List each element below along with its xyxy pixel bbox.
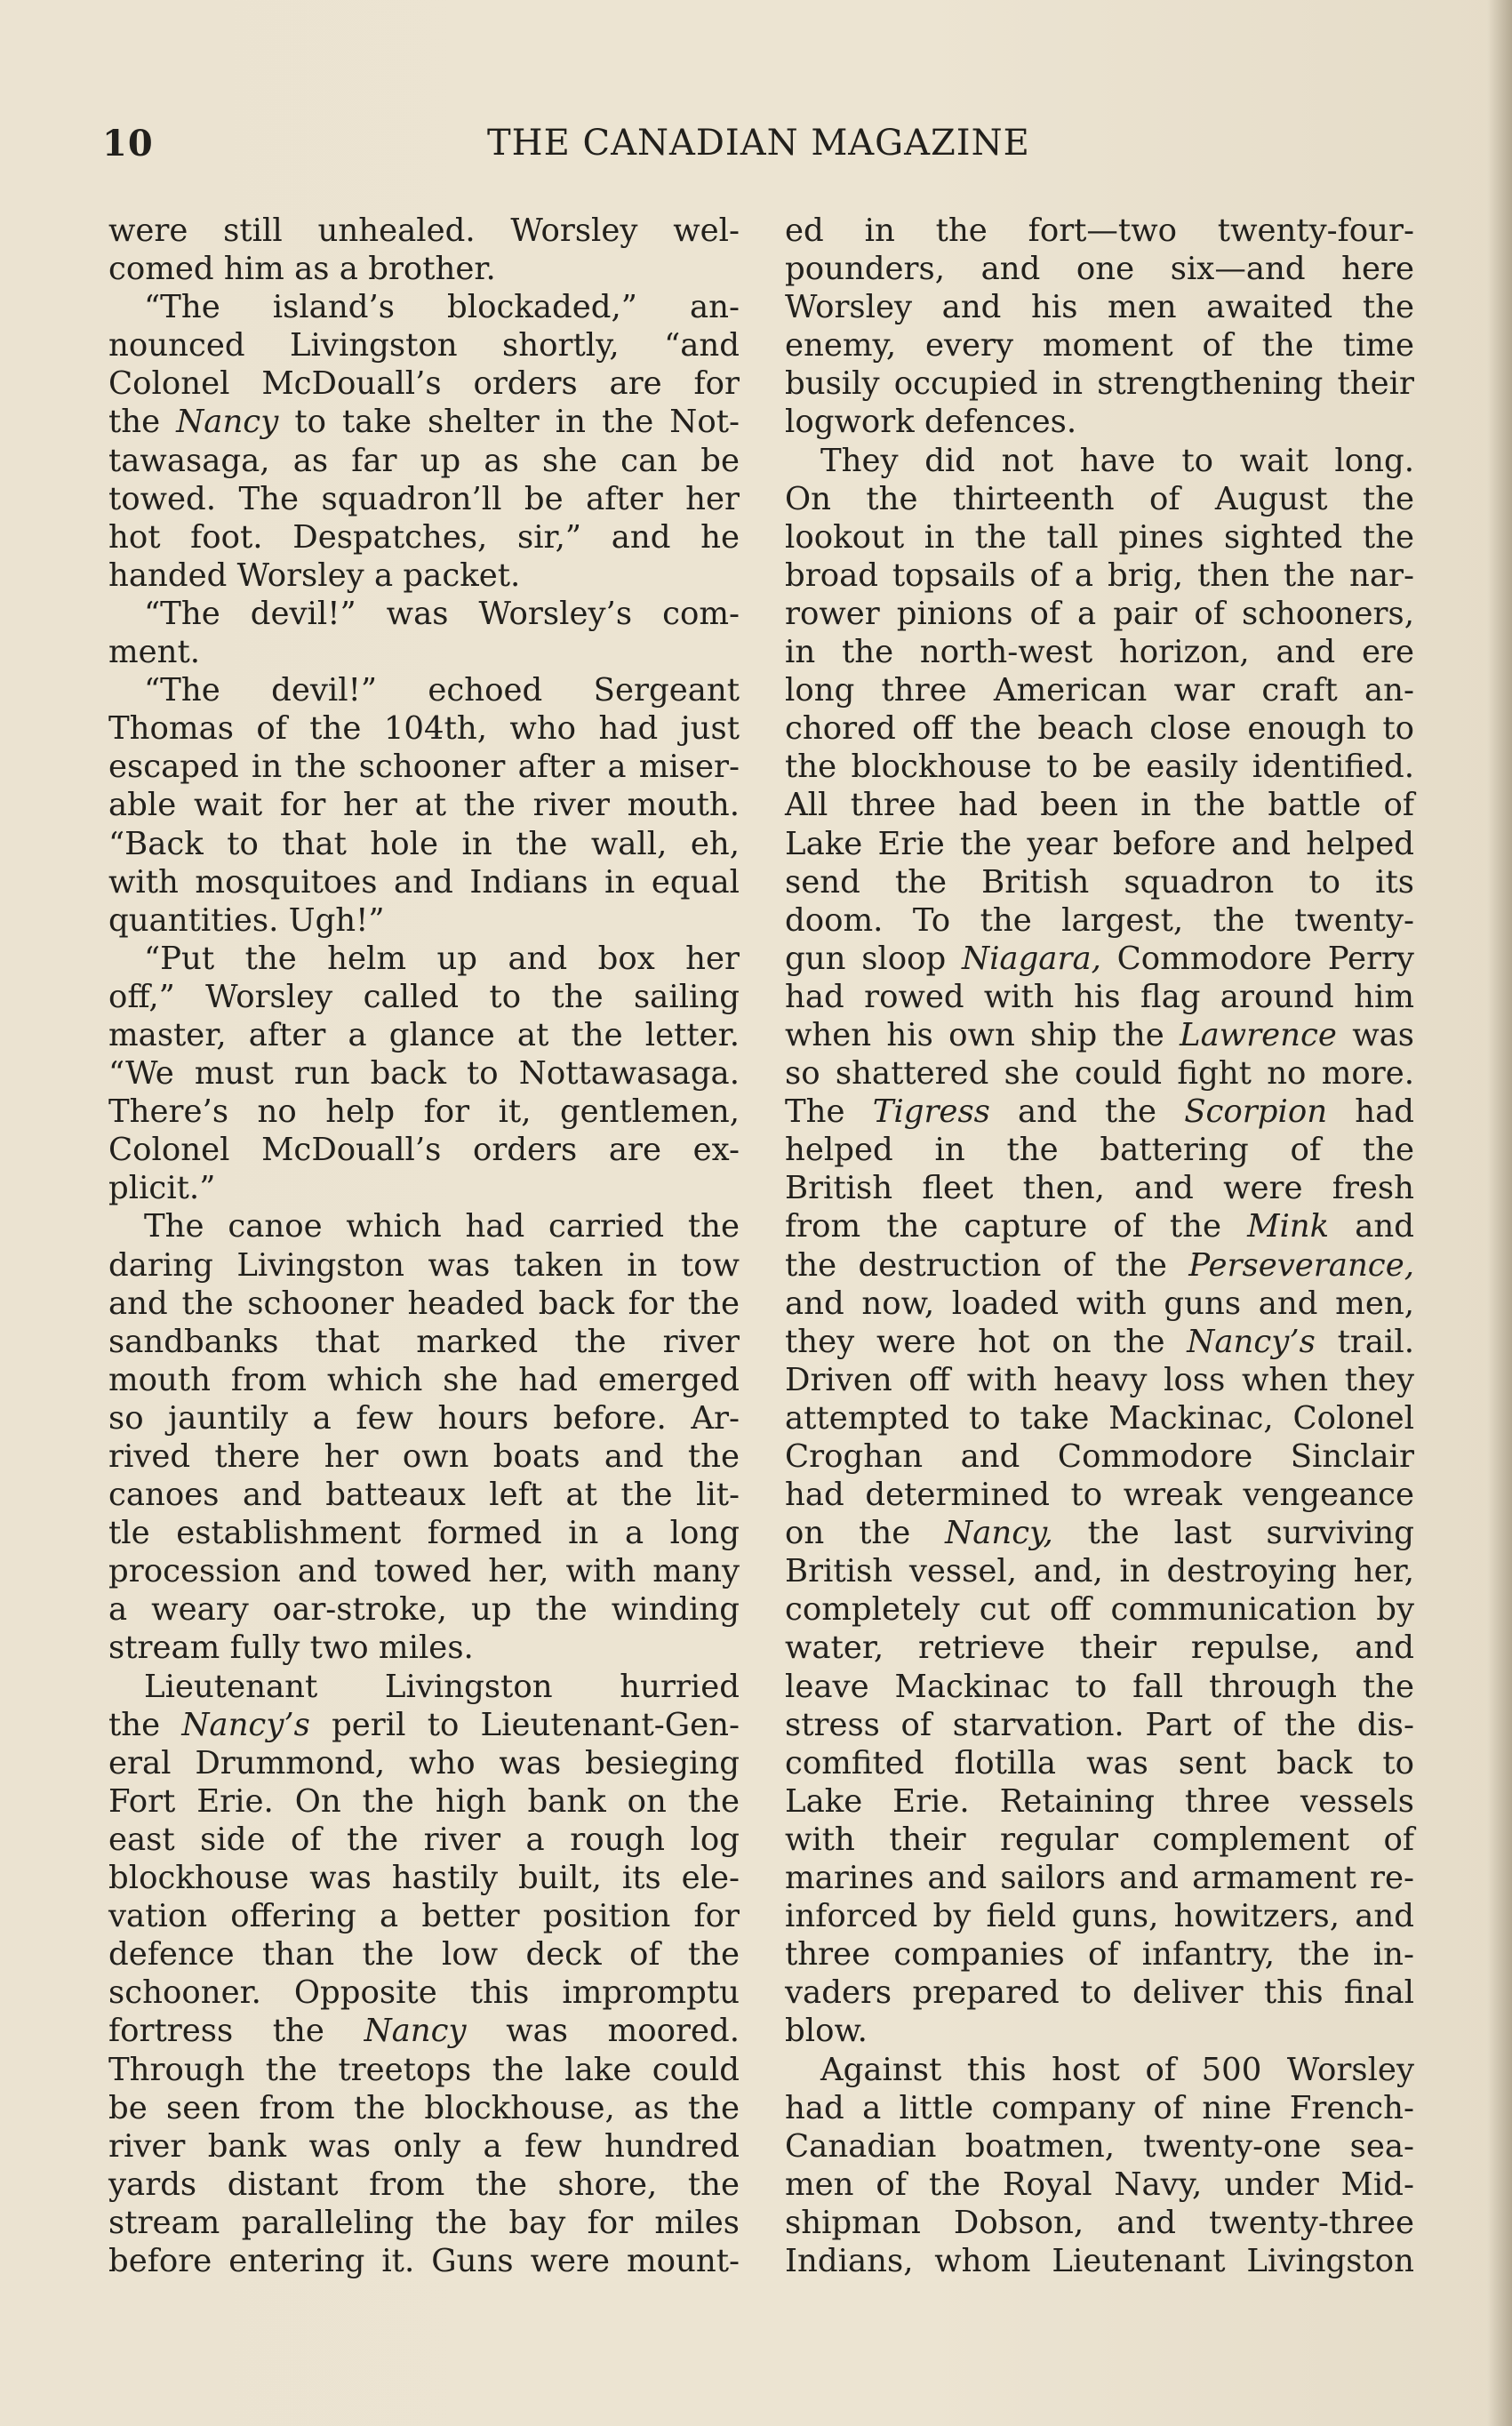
text-line: There’s no help for it, gentlemen, — [108, 1093, 740, 1131]
text-line: broad topsails of a brig, then the nar- — [785, 556, 1414, 594]
text-line: the Nancy’s peril to Lieutenant-Gen- — [108, 1706, 740, 1743]
text-line: leave Mackinac to fall through the — [785, 1668, 1414, 1705]
text-line: The canoe which had carried the — [144, 1208, 740, 1245]
text-line: and now, loaded with guns and men, — [785, 1285, 1414, 1322]
text-line: logwork defences. — [785, 404, 1077, 441]
text-line: stream fully two miles. — [108, 1629, 474, 1667]
text-line: they were hot on the Nancy’s trail. — [785, 1323, 1414, 1360]
text-line: Fort Erie. On the high bank on the — [108, 1782, 740, 1820]
text-line: the Nancy to take shelter in the Not- — [108, 404, 740, 441]
text-line: fortress the Nancy was moored. — [108, 2013, 740, 2050]
text-line: long three American war craft an- — [785, 672, 1414, 709]
text-line: able wait for her at the river mouth. — [108, 787, 740, 824]
text-line: had determined to wreak vengeance — [785, 1477, 1414, 1514]
text-line: with mosquitoes and Indians in equal — [108, 863, 740, 901]
text-line: Colonel McDouall’s orders are ex- — [108, 1132, 740, 1169]
text-line: towed. The squadron’ll be after her — [108, 480, 740, 517]
text-line: plicit.” — [108, 1170, 216, 1207]
text-line: the blockhouse to be easily identified. — [785, 749, 1414, 786]
text-line: off,” Worsley called to the sailing — [108, 978, 740, 1015]
text-line: stress of starvation. Part of the dis- — [785, 1706, 1414, 1743]
text-line: chored off the beach close enough to — [785, 710, 1414, 748]
text-line: tle establishment formed in a long — [108, 1515, 740, 1552]
text-line: escaped in the schooner after a miser- — [108, 749, 740, 786]
text-line: Indians, whom Lieutenant Livingston — [785, 2242, 1414, 2279]
text-line: stream paralleling the bay for miles — [108, 2204, 740, 2241]
text-line: with their regular complement of — [785, 1821, 1414, 1858]
text-line: marines and sailors and armament re- — [785, 1860, 1414, 1897]
text-line: water, retrieve their repulse, and — [785, 1629, 1414, 1667]
text-line: Colonel McDouall’s orders are for — [108, 365, 740, 403]
text-column-right — [785, 212, 1414, 2280]
text-line: so jauntily a few hours before. Ar- — [108, 1399, 740, 1437]
text-line: men of the Royal Navy, under Mid- — [785, 2166, 1414, 2203]
text-line: “Back to that hole in the wall, eh, — [108, 825, 740, 862]
text-line: hot foot. Despatches, sir,” and he — [108, 518, 740, 556]
text-line: when his own ship the Lawrence was — [785, 1016, 1414, 1053]
text-line: before entering it. Guns were mount- — [108, 2242, 740, 2279]
text-line: a weary oar-stroke, up the winding — [108, 1591, 740, 1629]
text-line: Through the treetops the lake could — [108, 2051, 740, 2088]
text-line: vation offering a better position for — [108, 1898, 740, 1935]
text-line: ed in the fort—two twenty-four- — [785, 212, 1414, 249]
text-line: “We must run back to Nottawasaga. — [108, 1055, 740, 1093]
text-line: yards distant from the shore, the — [108, 2166, 740, 2203]
text-line: three companies of infantry, the in- — [785, 1936, 1414, 1974]
text-line: The Tigress and the Scorpion had — [785, 1093, 1414, 1131]
text-line: handed Worsley a packet. — [108, 556, 521, 594]
text-line: river bank was only a few hundred — [108, 2127, 740, 2165]
text-line: Driven off with heavy loss when they — [785, 1361, 1414, 1398]
text-line: comed him as a brother. — [108, 251, 496, 288]
text-line: were still unhealed. Worsley wel- — [108, 212, 740, 249]
text-line: comfited flotilla was sent back to — [785, 1744, 1414, 1781]
text-line: from the capture of the Mink and — [785, 1208, 1414, 1245]
text-line: Worsley and his men awaited the — [785, 289, 1414, 326]
text-line: mouth from which she had emerged — [108, 1361, 740, 1398]
text-line: the destruction of the Perseverance, — [785, 1246, 1414, 1284]
text-line: gun sloop Niagara, Commodore Perry — [785, 940, 1414, 977]
page-edge-shadow — [1487, 0, 1512, 2426]
text-line: blockhouse was hastily built, its ele- — [108, 1860, 740, 1897]
text-line: Canadian boatmen, twenty-one sea- — [785, 2127, 1414, 2165]
text-line: British vessel, and, in destroying her, — [785, 1553, 1414, 1590]
text-line: “Put the helm up and box her — [144, 940, 740, 977]
text-line: Lake Erie the year before and helped — [785, 825, 1414, 862]
text-line: British fleet then, and were fresh — [785, 1170, 1414, 1207]
text-line: east side of the river a rough log — [108, 1821, 740, 1858]
text-line: eral Drummond, who was besieging — [108, 1744, 740, 1781]
text-line: tawasaga, as far up as she can be — [108, 442, 740, 479]
text-line: in the north-west horizon, and ere — [785, 634, 1414, 671]
text-line: be seen from the blockhouse, as the — [108, 2089, 740, 2126]
text-line: completely cut off communication by — [785, 1591, 1414, 1629]
text-line: “The island’s blockaded,” an- — [144, 289, 740, 326]
text-line: lookout in the tall pines sighted the — [785, 518, 1414, 556]
text-line: defence than the low deck of the — [108, 1936, 740, 1974]
text-line: Thomas of the 104th, who had just — [108, 710, 740, 748]
text-line: so shattered she could fight no more. — [785, 1055, 1414, 1093]
text-line: “The devil!” was Worsley’s com- — [144, 595, 740, 632]
text-line: enemy, every moment of the time — [785, 327, 1414, 364]
text-line: inforced by field guns, howitzers, and — [785, 1898, 1414, 1935]
text-line: “The devil!” echoed Sergeant — [144, 672, 740, 709]
text-line: On the thirteenth of August the — [785, 480, 1414, 517]
text-line: procession and towed her, with many — [108, 1553, 740, 1590]
text-line: nounced Livingston shortly, “and — [108, 327, 740, 364]
text-line: Against this host of 500 Worsley — [820, 2051, 1414, 2088]
text-line: doom. To the largest, the twenty- — [785, 901, 1414, 939]
page-header — [102, 123, 1418, 176]
text-line: blow. — [785, 2013, 868, 2050]
text-line: canoes and batteaux left at the lit- — [108, 1477, 740, 1514]
text-line: They did not have to wait long. — [820, 442, 1414, 479]
text-column-left — [108, 212, 740, 2280]
text-line: attempted to take Mackinac, Colonel — [785, 1399, 1414, 1437]
page-number: 10 — [102, 123, 154, 164]
text-line: on the Nancy, the last surviving — [785, 1515, 1414, 1552]
text-line: helped in the battering of the — [785, 1132, 1414, 1169]
text-line: shipman Dobson, and twenty-three — [785, 2204, 1414, 2241]
text-line: and the schooner headed back for the — [108, 1285, 740, 1322]
text-line: sandbanks that marked the river — [108, 1323, 740, 1360]
text-line: pounders, and one six—and here — [785, 251, 1414, 288]
text-line: had rowed with his flag around him — [785, 978, 1414, 1015]
text-line: send the British squadron to its — [785, 863, 1414, 901]
text-line: rived there her own boats and the — [108, 1438, 740, 1475]
text-line: Croghan and Commodore Sinclair — [785, 1438, 1414, 1475]
text-line: rower pinions of a pair of schooners, — [785, 595, 1414, 632]
text-line: daring Livingston was taken in tow — [108, 1246, 740, 1284]
running-title: THE CANADIAN MAGAZINE — [487, 123, 1030, 164]
text-line: All three had been in the battle of — [785, 787, 1414, 824]
text-line: vaders prepared to deliver this final — [785, 1974, 1414, 2012]
text-line: Lieutenant Livingston hurried — [144, 1668, 740, 1705]
text-line: schooner. Opposite this impromptu — [108, 1974, 740, 2012]
text-line: busily occupied in strengthening their — [785, 365, 1414, 403]
text-line: ment. — [108, 634, 201, 671]
text-line: quantities. Ugh!” — [108, 901, 385, 939]
text-line: Lake Erie. Retaining three vessels — [785, 1782, 1414, 1820]
text-line: master, after a glance at the letter. — [108, 1016, 740, 1053]
text-line: had a little company of nine French- — [785, 2089, 1414, 2126]
